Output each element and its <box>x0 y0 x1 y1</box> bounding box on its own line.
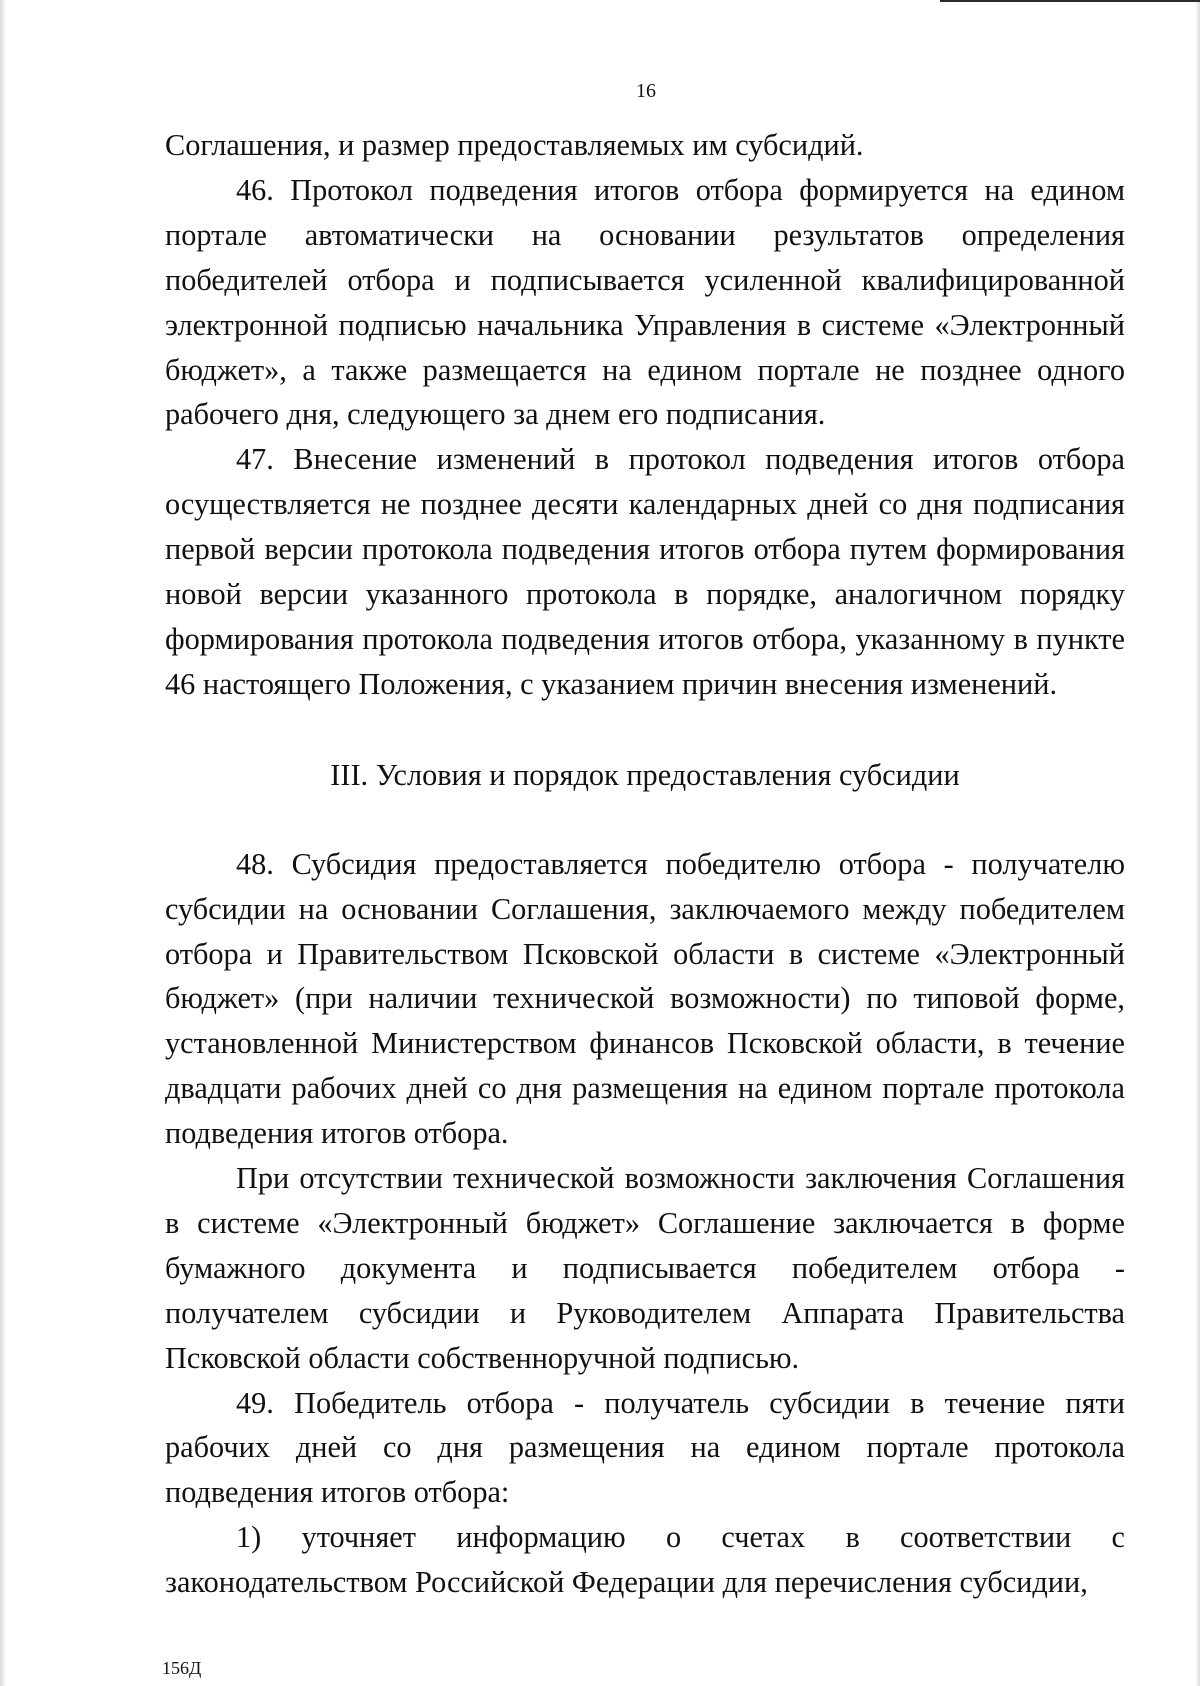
scan-edge-right <box>1196 0 1200 1686</box>
paragraph-48-paper-agreement: При отсутствии технической возможности заключения Соглашения в системе «Электронный бюджет» Соглашение заключается в форме бумажного документа и подписывается победителем отбора - получателем субсидии и Руководителем Аппарата Правительства Псковской области собственноручной подписью. <box>165 1161 1125 1375</box>
document-code: 156Д <box>162 1658 202 1678</box>
paragraph-48: 48. Субсидия предоставляется победителю отбора - получателю субсидии на основании Соглашения, заключаемого между победителем отбора и Правительством Псковской области в системе «Электронный бюджет» (при наличии технической возможности) по типовой форме, установленной Министерством финансов Псковской области, в течение двадцати рабочих дней со дня размещения на едином портале протокола подведения итогов отбора. <box>165 846 1125 1151</box>
scan-line-top <box>940 0 1200 2</box>
page-number: 16 <box>636 80 656 102</box>
document-body <box>165 123 1125 1605</box>
scan-edge-left <box>0 0 5 1686</box>
section-heading: III. Условия и порядок предоставления субсидии <box>330 757 960 792</box>
paragraph-46: 46. Протокол подведения итогов отбора формируется на едином портале автоматически на основании результатов определения победителей отбора и подписывается усиленной квалифицированной электронной подписью начальника Управления в системе «Электронный бюджет», а также размещается на едином портале не позднее одного рабочего дня, следующего за днем его подписания. <box>165 172 1125 432</box>
paragraph-47: 47. Внесение изменений в протокол подведения итогов отбора осуществляется не позднее десяти календарных дней со дня подписания первой версии протокола подведения итогов отбора путем формирования новой версии указанного протокола в порядке, аналогичном порядку формирования протокола подведения итогов отбора, указанному в пункте 46 настоящего Положения, с указанием причин внесения изменений. <box>165 442 1125 701</box>
paragraph-49-item-1: 1) уточняет информацию о счетах в соответствии с законодательством Российской Федерации для перечисления субсидии, <box>165 1520 1125 1600</box>
paragraph-continuation: Соглашения, и размер предоставляемых им субсидий. <box>165 128 864 162</box>
paragraph-49: 49. Победитель отбора - получатель субсидии в течение пяти рабочих дней со дня размещения на едином портале протокола подведения итогов отбора: <box>165 1385 1125 1510</box>
